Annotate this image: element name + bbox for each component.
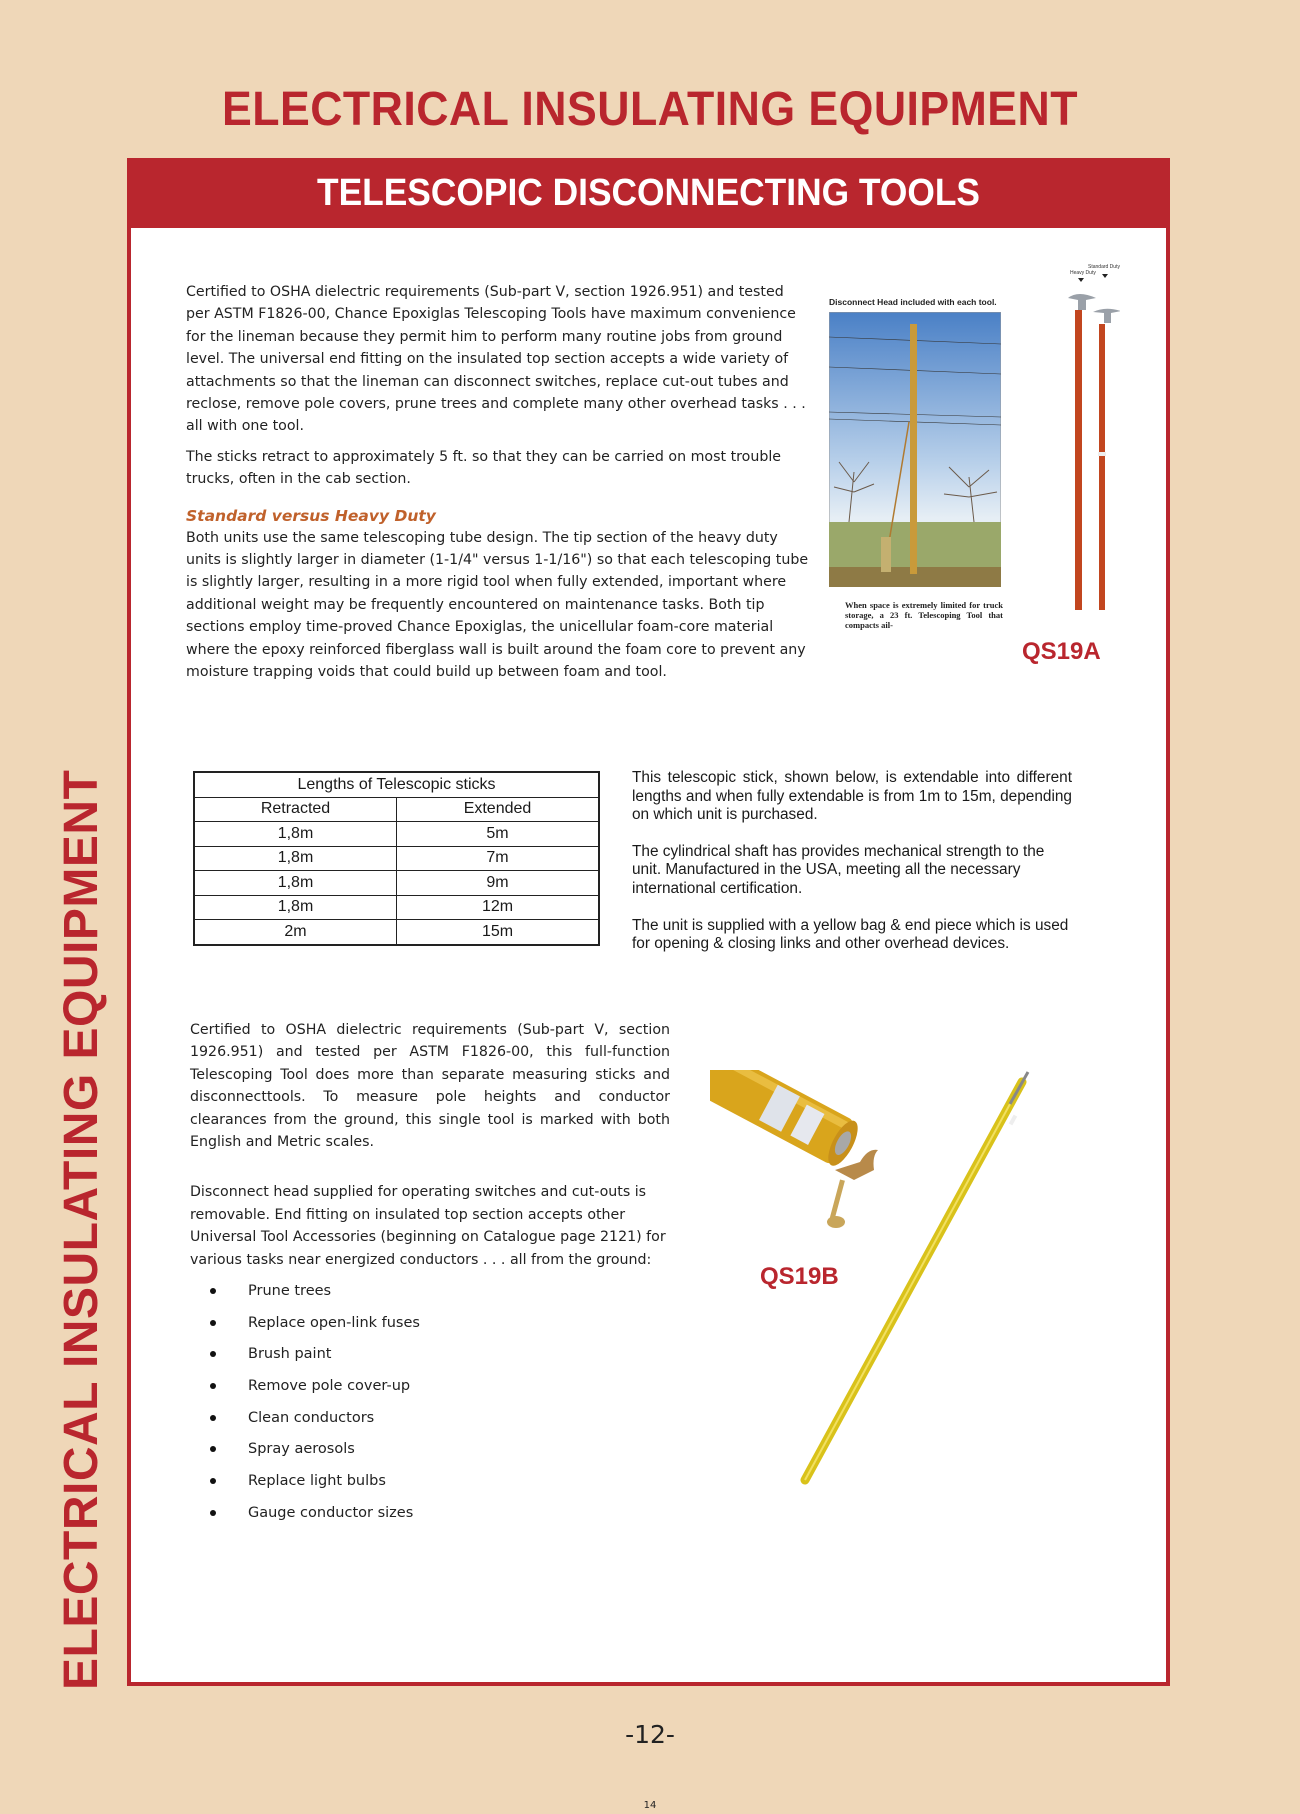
product-code-qs19b: QS19B [760,1263,839,1290]
pole-photo-image [829,312,1001,587]
table-row [194,895,599,920]
table-row [194,920,599,945]
telescopic-sticks-image [1040,262,1120,614]
bullet-icon [210,1446,216,1452]
table-title: Lengths of Telescopic sticks [194,772,599,797]
cell-extended: 5m [397,822,600,847]
table-row [194,871,599,896]
page-title: ELECTRICAL INSULATING EQUIPMENT [222,83,1078,136]
column-header-extended: Extended [397,797,600,822]
lengths-table-container [193,771,600,946]
cell-extended: 12m [397,895,600,920]
bullet-icon [210,1288,216,1294]
column-header-retracted: Retracted [194,797,397,822]
description-paragraph: This telescopic stick, shown below, is extendable into different lengths and when fully extendable is from 1m to 15m, depending on which unit is purchased. [632,769,1072,824]
cell-extended: 9m [397,871,600,896]
section-b-paragraph: Certified to OSHA dielectric requirements (Sub-part V, section 1926.951) and tested per ASTM F1826-00, this full-function Telescoping Tool does more than separate measuring sticks and disconnecttools. To measure pole heights and conductor clearances from the ground, this single tool is marked with both English and Metric scales. [190,1022,670,1151]
product-code-qs19a: QS19A [1022,638,1101,665]
section-a-text [186,281,811,692]
bullet-icon [210,1478,216,1484]
list-item: Remove pole cover-up [190,1375,610,1407]
cell-retracted: 1,8m [194,846,397,871]
pole-photo [829,312,1001,587]
bullet-icon [210,1320,216,1326]
cell-retracted: 2m [194,920,397,945]
photo-caption-bottom: When space is extremely limited for truck storage, a 23 ft. Telescoping Tool that compacts ail- [845,600,1003,630]
side-title: ELECTRICAL INSULATING EQUIPMENT [55,769,108,1690]
standard-duty-label: Standard Duty [1088,264,1120,270]
page-number: -12- [625,1720,675,1749]
task-list-container [190,1280,610,1534]
list-item: Replace light bulbs [190,1470,610,1502]
list-item: Replace open-link fuses [190,1312,610,1344]
description-paragraph: The cylindrical shaft has provides mechanical strength to the unit. Manufactured in the USA, meeting all the necessary international certification. [632,842,1045,897]
section-a-paragraph: Certified to OSHA dielectric requirements (Sub-part V, section 1926.951) and tested per ASTM F1826-00, Chance Epoxiglas Telescoping Tools have maximum convenience for the lineman because they permit him to perform many routine jobs from ground level. The universal end fitting on the insulated top section accepts a wide variety of attachments so that the lineman can disconnect switches, replace cut-out tubes and reclose, remove pole covers, prune trees and complete many other overhead tasks . . . all with one tool. [186,284,806,435]
cell-extended: 7m [397,846,600,871]
cell-extended: 15m [397,920,600,945]
bullet-icon [210,1415,216,1421]
photo-caption-top: Disconnect Head included with each tool. [829,297,997,307]
description-paragraph: The unit is supplied with a yellow bag & end piece which is used for opening & closing links and other overhead devices. [632,916,1069,953]
table-row [194,846,599,871]
list-item: Clean conductors [190,1407,610,1439]
subheading-paragraph: Both units use the same telescoping tube design. The tip section of the heavy duty units is slightly larger in diameter (1-1/4" versus 1-1/16") so that each telescoping tube is slightly larger, resulting in a more rigid tool when fully extended, important where additional weight may be frequently encountered on maintenance tasks. Both tip sections employ time-proved Chance Epoxiglas, the unicellular foam-core material where the epoxy reinforced fiberglass wall is built around the foam core to prevent any moisture trapping voids that could build up between foam and tool. [186,529,809,681]
task-list [190,1280,610,1534]
table-row [194,822,599,847]
list-item: Spray aerosols [190,1438,610,1470]
heavy-duty-label: Heavy Duty [1070,270,1096,276]
bullet-icon [210,1510,216,1516]
lengths-table [193,771,600,946]
section-b-text [190,1019,670,1279]
bullet-icon [210,1351,216,1357]
list-item: Brush paint [190,1343,610,1375]
subheading: Standard versus Heavy Duty [186,506,436,525]
cell-retracted: 1,8m [194,822,397,847]
section-b-paragraph: Disconnect head supplied for operating switches and cut-outs is removable. End fitting on insulated top section accepts other Universal Tool Accessories (beginning on Catalogue page 2121) for various tasks near energized conductors . . . all from the ground: [190,1184,666,1268]
cell-retracted: 1,8m [194,871,397,896]
page-index: 14 [643,1800,657,1811]
list-item: Prune trees [190,1280,610,1312]
table-description [632,769,1072,972]
list-item: Gauge conductor sizes [190,1502,610,1534]
section-a-paragraph: The sticks retract to approximately 5 ft. so that they can be carried on most trouble trucks, often in the cab section. [186,448,782,488]
cell-retracted: 1,8m [194,895,397,920]
section-title: TELESCOPIC DISCONNECTING TOOLS [316,172,981,214]
bullet-icon [210,1383,216,1389]
